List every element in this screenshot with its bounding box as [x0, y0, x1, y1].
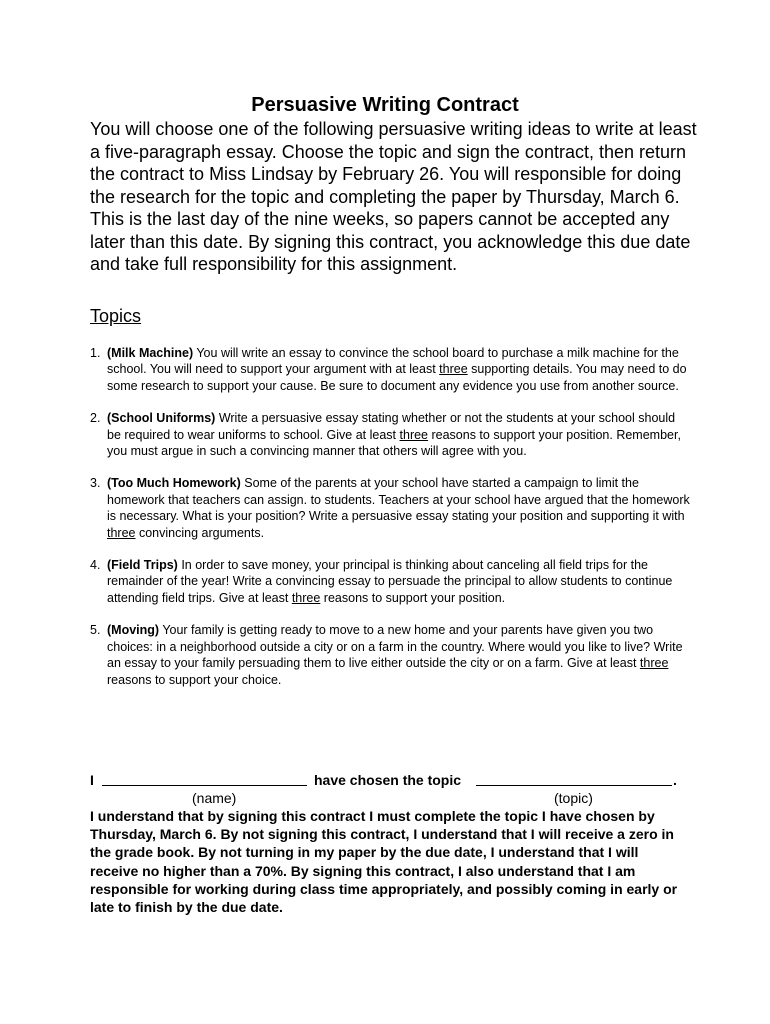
topic-item-school-uniforms — [90, 410, 690, 459]
topic-item-milk-machine — [90, 345, 690, 394]
topic-emphasis: three — [439, 362, 468, 377]
topic-text: convincing arguments. — [135, 525, 265, 540]
topic-label: (topic) — [554, 790, 593, 806]
topic-item-too-much-homework — [90, 475, 690, 541]
topic-number: 1. — [90, 346, 101, 360]
topic-emphasis: three — [639, 656, 669, 671]
topic-title: (Moving) — [107, 623, 160, 638]
topic-text: Write a persuasive essay stating whether or not the students at your school should be required to wear uniforms to school. Give at least — [107, 411, 676, 442]
topic-title: (School Uniforms) — [107, 411, 216, 426]
topic-title: (Too Much Homework) — [107, 476, 241, 491]
name-label: (name) — [192, 790, 237, 806]
topic-text: reasons to support your choice. — [107, 672, 282, 687]
topic-emphasis: three — [107, 525, 136, 540]
topic-number: 4. — [90, 558, 101, 573]
topic-number: 5. — [90, 623, 101, 638]
signature-prefix: I — [90, 772, 94, 788]
topic-text: reasons to support your position. Remember, you must argue in such a convincing manner that others will agree with you. — [107, 427, 681, 459]
page-title: Persuasive Writing Contract — [251, 94, 519, 116]
topic-list — [90, 345, 690, 688]
topic-text: You will write an essay to convince the school board to purchase a milk machine for the school. You will need to support your argument with at least — [107, 346, 679, 377]
name-blank[interactable] — [102, 785, 307, 786]
topic-number: 3. — [90, 476, 101, 491]
signature-middle-text: have chosen the topic — [314, 772, 462, 788]
topic-item-field-trips — [90, 557, 690, 606]
topic-title: (Milk Machine) — [107, 346, 194, 360]
topic-text: reasons to support your position. — [320, 590, 506, 605]
topics-heading: Topics — [90, 306, 142, 326]
signature-section — [90, 771, 690, 916]
topic-emphasis: three — [291, 590, 321, 605]
topic-title: (Field Trips) — [107, 558, 178, 573]
topic-text: supporting details. You may need to do some research to support your cause. Be sure to document any evidence you use from another source. — [107, 362, 687, 393]
topic-number: 2. — [90, 411, 101, 426]
signature-labels — [90, 789, 690, 807]
topic-item-moving — [90, 622, 690, 688]
signature-line — [90, 771, 690, 789]
topic-blank[interactable] — [476, 785, 672, 786]
topic-emphasis: three — [399, 427, 429, 442]
signature-suffix: . — [673, 772, 677, 788]
topic-text: Your family is getting ready to move to a new home and your parents have given you two choices: in a neighborhood outside a city or on a farm in the country. Where would you like to live? Write an essay to your family persuading them to live either outside the city or on a farm. Give at least — [107, 623, 683, 671]
intro-paragraph: You will choose one of the following persuasive writing ideas to write at least a five-paragraph essay. Choose the topic and sign the contract, then return the contract to Miss Lindsay by February 26. You will responsible for doing the research for the topic and completing the paper by Thursday, March 6. This is the last day of the nine weeks, so papers cannot be accepted any later than this date. By signing this contract, you acknowledge this due date and take full responsibility for this assignment. — [90, 119, 697, 274]
agreement-statement: I understand that by signing this contract I must complete the topic I have chosen by Thursday, March 6. By not signing this contract, I understand that I will receive a zero in the grade book. By not turning in my paper by the due date, I understand that I will receive no higher than a 70%. By signing this contract, I also understand that I am responsible for working during class time appropriately, and possibly coming in early or late to finish by the due date. — [90, 808, 678, 916]
topic-text: In order to save money, your principal is thinking about canceling all field trips for the remainder of the year! Write a convincing essay to persuade the principal to allow students to continue attending field trips. Give at least — [107, 558, 673, 605]
topic-text: Some of the parents at your school have started a campaign to limit the homework that teachers can assign. to students. Teachers at your school have argued that the homework is necessary. What is your position? Write a persuasive essay stating your position and supporting it with — [107, 476, 690, 524]
